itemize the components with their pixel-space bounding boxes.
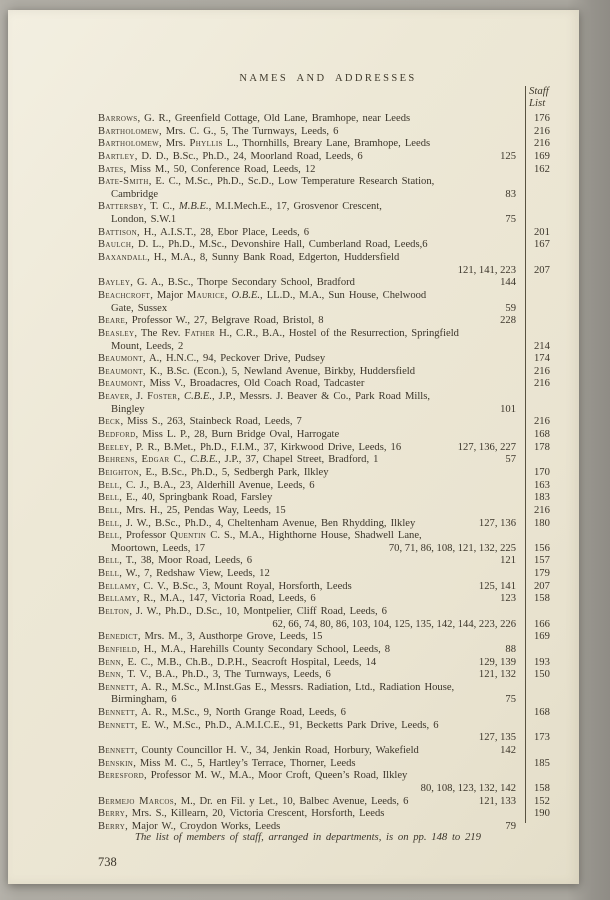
entry-surname: Berry [98, 808, 126, 820]
entry-line [98, 454, 558, 467]
entry-surname: Beck [98, 416, 121, 428]
entry-detail: , D. D., B.Sc., Ph.D., 24, Moorland Road, Leeds, 6 [134, 150, 363, 162]
entry-surname: Bell [98, 504, 120, 516]
staff-list-number: 169 [534, 150, 550, 162]
entry-honour-italic: O.B.E. [231, 289, 261, 301]
entry-text [98, 378, 364, 391]
staff-list-number: 174 [534, 353, 550, 365]
entry-line [98, 214, 558, 227]
staff-list-number: 162 [534, 163, 550, 175]
entry-detail: , [134, 454, 142, 466]
entry-text [98, 518, 415, 531]
entry-text [98, 126, 338, 139]
entry-text [98, 707, 346, 720]
entry-surname: Beasley [98, 327, 135, 339]
entry-line [98, 770, 558, 783]
entry-surname: Foster [147, 391, 178, 403]
entry-text [98, 138, 430, 151]
entry-page-refs: 79 [505, 820, 516, 832]
entry-text [98, 467, 329, 480]
entry-text [111, 543, 205, 556]
staff-list-number: 216 [534, 138, 550, 150]
entry-detail: L., Thornhills, Breary Lane, Bramhope, Leeds [222, 138, 431, 150]
entry-text [98, 631, 322, 644]
entry-surname: Benedict [98, 631, 138, 643]
entry-line [98, 796, 558, 809]
entry-text [98, 492, 272, 505]
entry-page-refs: 121, 141, 223 [457, 264, 516, 276]
entry-surname: Bedford [98, 429, 136, 441]
entry-page-refs: 228 [500, 315, 516, 327]
entry-line [98, 416, 558, 429]
entry-text [98, 176, 434, 189]
staff-list-number: 178 [534, 441, 550, 453]
entry-detail: , H., M.A., 8, Sunny Bank Road, Edgerton, Huddersfield [147, 252, 400, 264]
entry-text [98, 151, 363, 164]
entry-detail: C. S., M.A., Highthorne House, Shadwell Lane, [206, 530, 422, 542]
entry-detail: , Miss M., 50, Conference Road, Leeds, 12 [123, 163, 316, 175]
entry-line [98, 113, 558, 126]
entry-detail: , Professor W., 27, Belgrave Road, Bristol, 8 [125, 315, 324, 327]
entry-page-refs: 62, 66, 74, 80, 86, 103, 104, 125, 135, 142, 144, 223, 226 [272, 618, 516, 630]
entry-surname: Bennett [98, 681, 135, 693]
entry-text [98, 227, 309, 240]
staff-list-number: 214 [534, 340, 550, 352]
entry-surname: Beachcroft [98, 289, 151, 301]
entry-detail: Bingley [111, 403, 145, 415]
entry-line [98, 492, 558, 505]
entry-line [98, 606, 558, 619]
entry-detail: , H., A.I.S.T., 28, Ebor Place, Leeds, 6 [137, 226, 310, 238]
entry-text [98, 201, 382, 214]
entry-text [98, 290, 426, 303]
entry-detail: , Professor [119, 530, 171, 542]
entry-page-refs: 125, 141 [478, 580, 516, 592]
entry-text [98, 353, 325, 366]
entry-surname: Beeley [98, 441, 130, 453]
staff-list-number: 173 [534, 732, 550, 744]
entry-line [98, 467, 558, 480]
entry-detail: , The Rev. [134, 327, 185, 339]
staff-list-number: 185 [534, 757, 550, 769]
staff-list-number: 168 [534, 707, 550, 719]
entry-line [98, 707, 558, 720]
entry-line [98, 404, 558, 417]
entry-line [98, 303, 558, 316]
entry-surname: Behrens [98, 454, 135, 466]
entry-surname: Benfield [98, 643, 138, 655]
entry-line [98, 227, 558, 240]
entry-surname: Quentin [170, 530, 207, 542]
entry-text [98, 606, 387, 619]
entry-text [98, 315, 324, 328]
entry-text [111, 214, 176, 227]
entry-detail: , E., 40, Springbank Road, Farsley [119, 492, 273, 504]
entry-detail: , Mrs. H., 25, Pendas Way, Leeds, 15 [119, 504, 286, 516]
entry-line [98, 644, 558, 657]
entry-page-refs: 70, 71, 86, 108, 121, 132, 225 [388, 542, 516, 554]
entry-surname: Battison [98, 226, 138, 238]
entry-detail: , A. R., M.Sc., 9, North Grange Road, Leeds, 6 [134, 707, 346, 719]
entry-honour-italic: C.B.E. [184, 391, 212, 403]
entry-line [98, 808, 558, 821]
staff-list-number: 180 [534, 517, 550, 529]
entry-surname: Beaumont [98, 365, 143, 377]
staff-list-number: 156 [534, 542, 550, 554]
entry-detail: , Mrs. S., Killearn, 20, Victoria Crescent, Horsforth, Leeds [125, 808, 385, 820]
entry-honour-italic: M.B.E. [178, 201, 209, 213]
entry-page-refs: 121, 133 [478, 795, 516, 807]
entry-detail: , E. W., M.Sc., Ph.D., A.M.I.C.E., 91, Becketts Park Drive, Leeds, 6 [134, 719, 439, 731]
entry-text [98, 657, 376, 670]
entry-detail: , Miss L. P., 28, Burn Bridge Oval, Harrogate [135, 429, 340, 441]
entry-surname: Beaumont [98, 378, 143, 390]
entry-surname: Maurice [186, 289, 225, 301]
entry-surname: Bennett [98, 719, 135, 731]
entry-text [98, 682, 454, 695]
entry-line [98, 328, 558, 341]
entry-surname: Bates [98, 163, 124, 175]
staff-list-number: 216 [534, 378, 550, 390]
entry-detail: , E. C., M.B., Ch.B., D.P.H., Seacroft Hospital, Leeds, 14 [120, 656, 377, 668]
entry-detail: C., [169, 454, 190, 466]
entry-line [98, 682, 558, 695]
entry-detail: , E. C., M.Sc., Ph.D., Sc.D., Low Temperature Research Station, [148, 176, 435, 188]
entry-detail: , E., B.Sc., Ph.D., 5, Sedbergh Park, Ilkley [138, 466, 329, 478]
entry-line [98, 391, 558, 404]
entry-text [98, 442, 401, 455]
entry-text [98, 505, 286, 518]
entry-page-refs: 121 [500, 555, 516, 567]
entry-text [98, 644, 390, 657]
entry-detail: , R., M.A., 147, Victoria Road, Leeds, 6 [136, 593, 316, 605]
entry-surname: Beaver [98, 391, 130, 403]
entry-text [98, 796, 408, 809]
staff-list-number: 158 [534, 782, 550, 794]
staff-list-number: 150 [534, 669, 550, 681]
entry-detail: , [177, 391, 185, 403]
entry-surname: Benn [98, 669, 121, 681]
entry-surname: Beaumont [98, 353, 143, 365]
entry-line [98, 694, 558, 707]
staff-list-number: 216 [534, 416, 550, 428]
entry-detail: , Mrs. [159, 138, 190, 150]
entry-surname: Berry [98, 820, 126, 832]
staff-list-number: 207 [534, 264, 550, 276]
entry-surname: Belton [98, 605, 130, 617]
book-page [8, 10, 579, 884]
entry-detail: , Miss S., 263, Stainbeck Road, Leeds, 7 [120, 416, 302, 428]
entry-text [98, 758, 356, 771]
entry-detail: , J.P., Messrs. J. Beaver & Co., Park Road Mills, [211, 391, 430, 403]
entry-detail: , Professor M. W., M.A., Moor Croft, Queen’s Road, Ilkley [144, 770, 408, 782]
entry-text [98, 593, 316, 606]
entry-detail: , A. R., M.Sc., M.Inst.Gas E., Messrs. Radiation, Ltd., Radiation House, [134, 681, 455, 693]
entry-line [98, 518, 558, 531]
staff-list-number: 183 [534, 492, 550, 504]
entry-surname: Benn [98, 656, 121, 668]
entry-line [98, 151, 558, 164]
entry-text [98, 745, 419, 758]
entry-text [98, 808, 384, 821]
entry-detail: , G. R., Greenfield Cottage, Old Lane, Bramhope, near Leeds [137, 113, 411, 124]
staff-list-number: 166 [534, 618, 550, 630]
entry-line [98, 353, 558, 366]
entry-text [98, 416, 302, 429]
entry-text [111, 189, 158, 202]
entry-detail: , T., 38, Moor Road, Leeds, 6 [119, 555, 253, 567]
entry-line [98, 758, 558, 771]
staff-list-number: 176 [534, 113, 550, 124]
entry-detail: Cambridge [111, 188, 159, 200]
entry-line [98, 265, 558, 278]
entry-line [98, 568, 558, 581]
entry-text [111, 303, 167, 316]
entry-detail: , M.I.Mech.E., 17, Grosvenor Crescent, [208, 201, 382, 213]
entry-detail: London, S.W.1 [111, 214, 177, 226]
entry-text [111, 341, 183, 354]
entry-line [98, 669, 558, 682]
entry-surname: Bell [98, 479, 120, 491]
entry-page-refs: 127, 136 [478, 517, 516, 529]
entry-detail: , W., 7, Redshaw View, Leeds, 12 [119, 568, 270, 580]
entry-page-refs: 127, 136, 227 [457, 441, 516, 453]
staff-list-number: 169 [534, 631, 550, 643]
entry-text [98, 239, 428, 252]
entry-detail: , Mrs. C. G., 5, The Turnways, Leeds, 6 [159, 125, 339, 137]
entry-surname: Bell [98, 568, 120, 580]
entry-surname: Bartley [98, 150, 135, 162]
entry-line [98, 176, 558, 189]
staff-list-number: 207 [534, 580, 550, 592]
staff-list-number: 216 [534, 365, 550, 377]
entry-detail: , K., B.Sc. (Econ.), 5, Newland Avenue, Birkby, Huddersfield [142, 365, 416, 377]
entry-line [98, 720, 558, 733]
entry-surname: Bell [98, 530, 120, 542]
entry-surname: Father [184, 327, 216, 339]
entry-line [98, 619, 558, 632]
entry-text [98, 277, 355, 290]
entry-line [98, 201, 558, 214]
entry-detail: , D. L., Ph.D., M.Sc., Devonshire Hall, Cumberland Road, Leeds,6 [131, 239, 428, 251]
entry-detail: , T. V., B.A., Ph.D., 3, The Turnways, Leeds, 6 [120, 669, 331, 681]
entry-detail: , Mrs. M., 3, Austhorpe Grove, Leeds, 15 [137, 631, 323, 643]
entry-page-refs: 75 [505, 694, 516, 706]
entry-page-refs: 121, 132 [478, 669, 516, 681]
entry-surname: Bellamy [98, 593, 137, 605]
staff-list-number: 216 [534, 504, 550, 516]
staff-list-number: 157 [534, 555, 550, 567]
entry-detail: , G. A., B.Sc., Thorpe Secondary School, Bradford [130, 277, 355, 289]
entry-line [98, 657, 558, 670]
entry-detail: , C. V., B.Sc., 3, Mount Royal, Horsforth, Leeds [136, 580, 352, 592]
entry-page-refs: 59 [505, 302, 516, 314]
staff-list-number: 201 [534, 226, 550, 238]
entry-text [98, 328, 459, 341]
entry-detail: , J. W., Ph.D., D.Sc., 10, Montpelier, Cliff Road, Leeds, 6 [129, 605, 387, 617]
staff-list-number: 216 [534, 125, 550, 137]
entry-page-refs: 144 [500, 277, 516, 289]
entry-detail: , Miss V., Broadacres, Old Coach Road, Tadcaster [142, 378, 365, 390]
entry-line [98, 480, 558, 493]
entry-surname: Edgar [141, 454, 170, 466]
entry-detail: Birmingham, 6 [111, 694, 177, 706]
staff-list-column-header [529, 86, 549, 109]
page-title: NAMES AND ADDRESSES [239, 73, 417, 84]
entry-surname: Beare [98, 315, 126, 327]
staff-list-column-header-line2: List [529, 96, 546, 109]
entry-line [98, 555, 558, 568]
entry-text [98, 530, 422, 543]
entry-surname: Battersby [98, 201, 144, 213]
entry-detail: , H., M.A., Harehills County Secondary School, Leeds, 8 [137, 643, 391, 655]
entry-detail: Moortown, Leeds, 17 [111, 542, 206, 554]
entry-detail: , Major [150, 289, 187, 301]
entry-line [98, 290, 558, 303]
staff-list-number: 158 [534, 593, 550, 605]
entry-surname: Barrows [98, 113, 138, 124]
entry-page-refs: 127, 135 [478, 732, 516, 744]
entry-line [98, 631, 558, 644]
entry-line [98, 315, 558, 328]
entry-text [98, 720, 439, 733]
entry-line [98, 341, 558, 354]
entry-line [98, 189, 558, 202]
entry-line [98, 505, 558, 518]
entry-surname: Bennett [98, 745, 135, 757]
entry-line [98, 429, 558, 442]
entry-line [98, 593, 558, 606]
entry-text [98, 555, 252, 568]
staff-list-number: 190 [534, 808, 550, 820]
entry-detail: , Miss M. C., 5, Hartley’s Terrace, Thorner, Leeds [133, 757, 356, 769]
entry-surname: Bellamy [98, 580, 137, 592]
entry-line [98, 239, 558, 252]
entry-surname: Bartholomew [98, 125, 160, 137]
entry-detail: , [224, 289, 232, 301]
entry-line [98, 378, 558, 391]
entry-surname: Phyllis [189, 138, 223, 150]
entry-line [98, 783, 558, 796]
entry-text [98, 568, 270, 581]
entry-surname: Bermejo Marcos [98, 795, 174, 807]
staff-list-number: 179 [534, 568, 550, 580]
entry-surname: Beighton [98, 466, 139, 478]
entry-page-refs: 101 [500, 403, 516, 415]
entry-detail: , J. W., B.Sc., Ph.D., 4, Cheltenham Avenue, Ben Rhydding, Ilkley [119, 517, 416, 529]
entry-line [98, 581, 558, 594]
entry-text [98, 480, 315, 493]
entry-line [98, 126, 558, 139]
entry-detail: , P. R., B.Met., Ph.D., F.I.M., 37, Kirkwood Drive, Leeds, 16 [129, 441, 402, 453]
entry-text [98, 366, 415, 379]
staff-list-number: 170 [534, 466, 550, 478]
entry-detail: , J. [129, 391, 148, 403]
entry-text [98, 429, 339, 442]
entry-page-refs: 57 [505, 454, 516, 466]
entry-line [98, 277, 558, 290]
entry-detail: H., C.R., B.A., Hostel of the Resurrection, Springfield [215, 327, 459, 339]
entry-detail: , J.P., 37, Chapel Street, Bradford, 1 [217, 454, 379, 466]
entry-surname: Bartholomew [98, 138, 160, 150]
entry-text [111, 404, 145, 417]
directory-entries [98, 113, 558, 834]
staff-list-number: 193 [534, 656, 550, 668]
entry-line [98, 732, 558, 745]
entry-surname: Bate-Smith [98, 176, 149, 188]
footer-note: The list of members of staff, arranged in departments, is on pp. 148 to 219 [135, 831, 481, 843]
entry-surname: Bennett [98, 707, 135, 719]
entry-surname: Bell [98, 517, 120, 529]
entry-page-refs: 80, 108, 123, 132, 142 [420, 782, 516, 794]
entry-detail: Mount, Leeds, 2 [111, 340, 184, 352]
entry-page-refs: 129, 139 [478, 656, 516, 668]
entry-detail: , Major W., Croydon Works, Leeds [125, 820, 281, 832]
staff-list-number: 152 [534, 795, 550, 807]
entry-page-refs: 88 [505, 643, 516, 655]
entry-page-refs: 75 [505, 214, 516, 226]
entry-line [98, 530, 558, 543]
entry-text [98, 164, 315, 177]
entry-surname: Benskin [98, 757, 134, 769]
entry-page-refs: 142 [500, 745, 516, 757]
entry-surname: Beresford [98, 770, 145, 782]
entry-line [98, 366, 558, 379]
entry-surname: Bayley [98, 277, 131, 289]
entry-line [98, 138, 558, 151]
entry-honour-italic: C.B.E. [189, 454, 218, 466]
entry-detail: , LL.D., M.A., Sun House, Chelwood [260, 289, 427, 301]
entry-surname: Baxandall [98, 252, 148, 264]
entry-text [98, 454, 378, 467]
entry-line [98, 164, 558, 177]
entry-surname: Bell [98, 555, 120, 567]
page-number: 738 [98, 855, 117, 869]
entry-detail: , M., Dr. en Fil. y Let., 10, Balbec Avenue, Leeds, 6 [174, 795, 409, 807]
entry-line [98, 252, 558, 265]
entry-line [98, 745, 558, 758]
entry-page-refs: 83 [505, 188, 516, 200]
entry-surname: Baulch [98, 239, 132, 251]
entry-detail: , T. C., [143, 201, 179, 213]
staff-list-number: 163 [534, 479, 550, 491]
entry-surname: Bell [98, 492, 120, 504]
entry-page-refs: 123 [500, 593, 516, 605]
staff-list-number: 168 [534, 429, 550, 441]
entry-detail: Gate, Sussex [111, 302, 168, 314]
entry-line [98, 543, 558, 556]
entry-text [98, 391, 430, 404]
entry-text [98, 770, 407, 783]
entry-detail: , A., H.N.C., 94, Peckover Drive, Pudsey [142, 353, 326, 365]
entry-detail: , C. J., B.A., 23, Alderhill Avenue, Leeds, 6 [119, 479, 315, 491]
entry-text [98, 252, 399, 265]
staff-list-column-header-line1: Staff [529, 85, 549, 97]
entry-text [98, 113, 410, 126]
entry-text [111, 694, 177, 707]
entry-page-refs: 125 [500, 150, 516, 162]
staff-list-number: 167 [534, 239, 550, 251]
entry-line [98, 442, 558, 455]
entry-detail: , County Councillor H. V., 34, Jenkin Road, Horbury, Wakefield [134, 745, 419, 757]
entry-text [98, 669, 331, 682]
entry-text [98, 581, 352, 594]
